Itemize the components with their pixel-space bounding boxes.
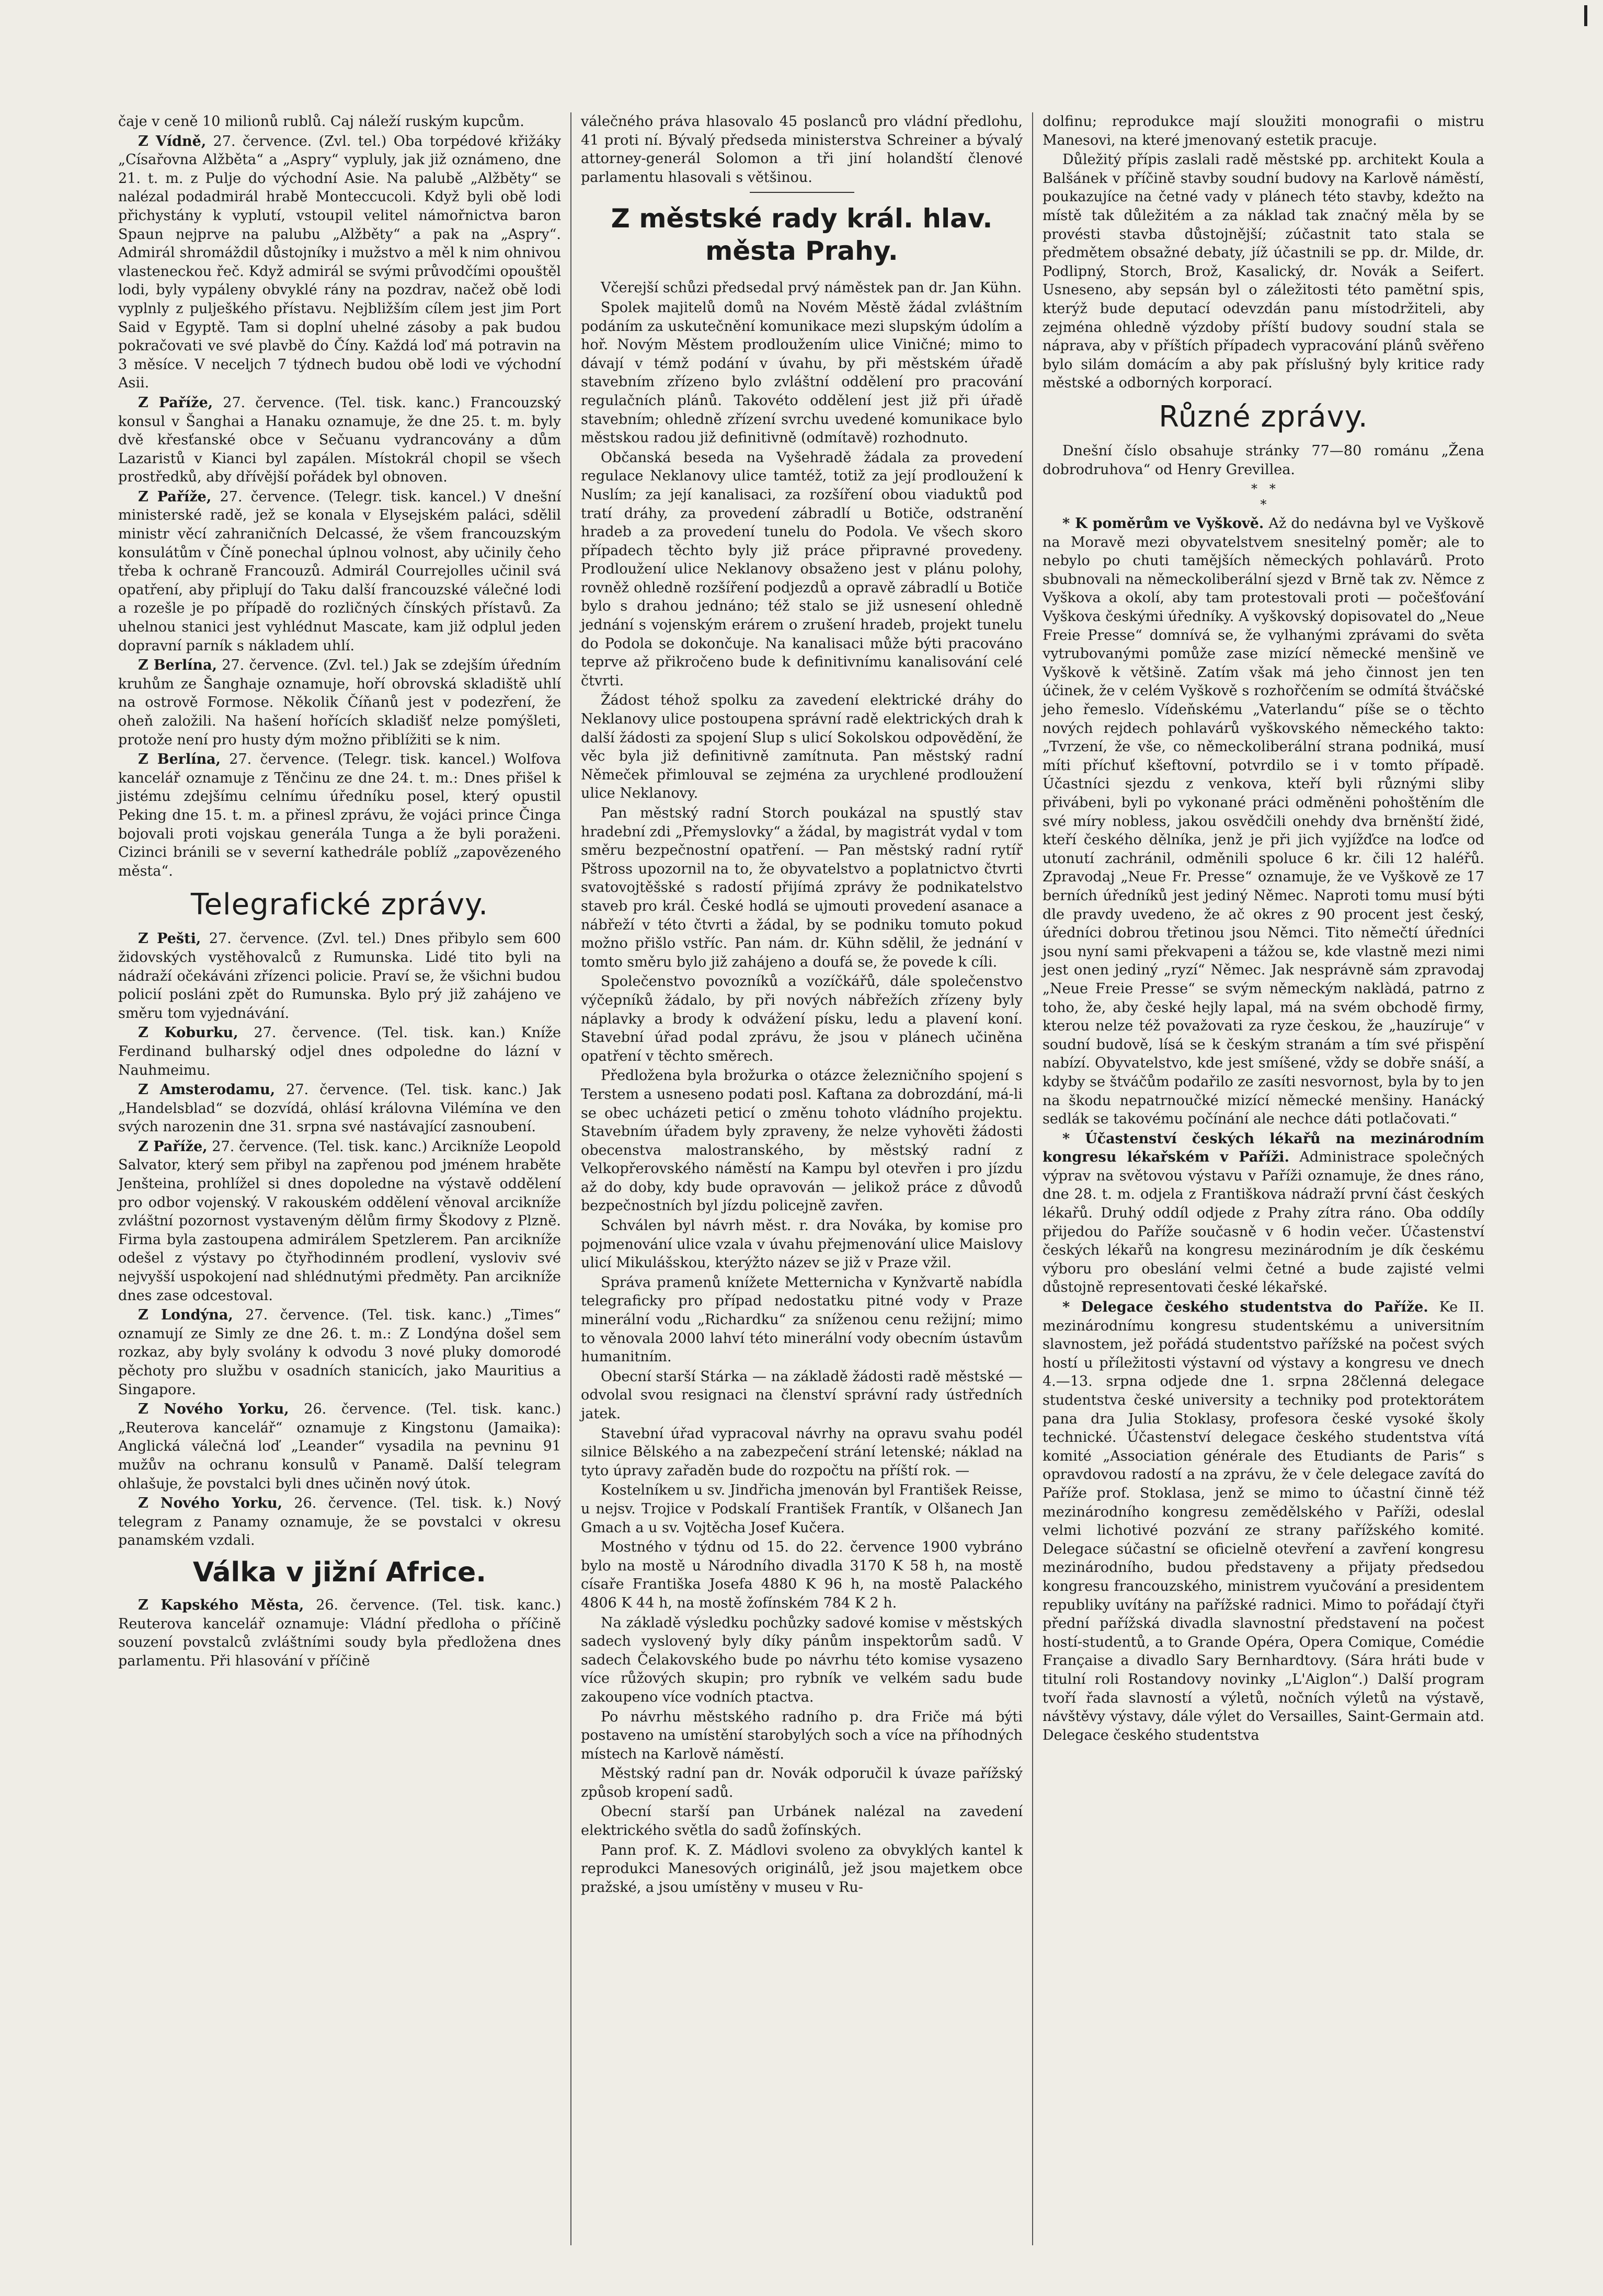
paragraph [118,929,561,1023]
paragraph-text: 27. července. (Telegr. tisk. kancel.) V dnešní ministerské radě, jež se konala v Elysejském paláci, sdělil ministr věcí zahraničních Delcassé, že všem francouzským konsulátům v Číně ponechal úplnou volnost, aby učinily čeho třeba k ochraně Francouzů. Admirál Courrejolles učinil svá opatření, aby připlují do Taku další francouzské válečné lodi a rozešle je po případě do rozličných čínských přístavů. Za uhelnou stanici jest vyhlédnut Mascate, kam již odplul jeden dopravní parník s nákladem uhlí. [118,488,562,654]
paragraph [118,1081,561,1136]
paragraph: Dnešní číslo obsahuje stránky 77—80 románu „Žena dobrodruhova“ od Henry Grevillea. [1043,442,1484,478]
dateline: Z Nového Yorku, [138,1401,289,1418]
paragraph: Společenstvo povozníků a vozíčkářů, dále společenstvo výčepníků žádalo, by při nových nábřežích zřízeny byly náplavky a brody k odvážení písku, ledu a plavení koní. Stavební úřad podal zprávu, že jsou v plánech učiněna opatření v těchto směrech. [581,973,1023,1064]
paragraph [1043,1298,1484,1744]
paragraph: Na základě výsledku pochůzky sadové komise v městských sadech vyslovený byly díky pánům inspektorům sadů. V sadech Čelakovského bude po návrhu této komise vysazeno více růžových skupin; pro rybník ve velkém sadu bude zakoupeno více vodních ptactva. [581,1614,1023,1705]
dateline: Z Berlína, [138,657,217,674]
dateline: * Delegace českého studentstva do Paříže. [1062,1299,1428,1316]
paragraph: Pan městský radní Storch poukázal na spustlý stav hradební zdi „Přemyslovky“ a žádal, by magistrát vydal v tom směru bezpečnostní opatření. — Pan městský radní rytíř Pštross upozornil na to, že obyvatelstvo a poplatnictvo čtvrti svatovojtěšské s radostí přijímá zprávy že podnikatelstvo staveb pro král. České hodlá se ujmouti provedení asanace a nábřeží v této čtvrti a žádal, by se podniku tomuto pokud možno přišlo vstříc. Pan nám. dr. Kühn sdělil, že jednání v tomto směru bylo již zahájeno a doufá se, že povede k cíli. [581,805,1023,970]
paragraph: Mostného v týdnu od 15. do 22. července 1900 vybráno bylo na mostě u Národního divadla 3170 K 58 h, na mostě císaře Františka Josefa 4880 K 96 h, na mostě Palackého 4806 K 44 h, na mostě žofínském 784 K 2 h. [581,1539,1023,1611]
paragraph-text: 27. července. (Tel. tisk. kanc.) Arcikníže Leopold Salvator, který sem přibyl na zapřenou pod jménem hraběte Jenšteina, prohlížel si dnes dopoledne na výstavě oddělení pro odbor vojenský. V rakouském oddělení věnoval arcikníže zvláštní pozornost vystaveným dělům firmy Škodovy z Plzně. Firma byla zastoupena admirálem Spetzlerem. Pan arcikníže odešel z výstavy po čtyřhodinném prodlení, vysloviv své nejvyšší uspokojení nad shlédnutými předměty. Pan arcikníže dnes zase odcestoval. [118,1138,561,1304]
paragraph [118,1138,561,1305]
newspaper-page [109,112,1494,2245]
paragraph [118,656,561,749]
paragraph-text: 27. července. (Tel. tisk. kanc.) Jak „Handelsblad“ se dozvídá, ohlásí královna Vilémína ve den svých narozenin dne 31. srpna své nastávající zasnoubení. [118,1082,561,1135]
paragraph: Pann prof. K. Z. Mádlovi svoleno za obvyklých kantel k reprodukci Manesových originálů, jež jsou majetkem obce pražské, a jsou umístěny v museu v Ru- [581,1842,1023,1896]
paragraph-text: 26. července. (Tel. tisk. kanc.) Reuterova kancelář oznamuje: Vládní předloha o příčině souzení povstalců zvláštními soudy byla předložena dnes parlamentu. Při hlasování v příčině [118,1597,561,1669]
paragraph [118,394,561,487]
column-2 [570,112,1032,2245]
paragraph-text: 27. července. (Tel. tisk. kan.) Kníže Ferdinand bulharský odjel dnes odpoledne do lázní v Nauhmeimu. [118,1025,561,1078]
paragraph: Obecní starší Stárka — na základě žádosti radě městské — odvolal svou resignaci na členství správní rady ústředních jatek. [581,1368,1023,1422]
section-heading-telegrams: Telegrafické zprávy. [190,888,489,922]
section-heading-misc-news: Různé zprávy. [1159,399,1368,434]
paragraph-text: Ke II. mezinárodnímu kongresu studentskému a universitním slavnostem, jež pořádá studentstvo pařížské na počest svých hostí u příležitosti výstavní od výstavy a kongresu ve dnech 4.—13. srpna odjede dne 1. srpna 28členná delegace studentstva české university a techniky pod protektorátem pana dra Julia Stoklasy, profesora české vysoké školy technické. Účastenství delegace českého studentstva vítá komité „Association générale des Etudiants de Paris“ s opravdovou radostí a na zprávu, že v čele delegace zavítá do Paříže prof. Stoklasa, jenž se mimo to účastní činně též mezinárodního kongresu zemědělského v Paříži, odeslal velmi lichotivé pozvání ze strany pařížského komité. Delegace súčastní se oficielně otevření a zavření kongresu mezinárodního, budou představeny a přijaty předsedou kongresu francouzského, ministrem vyučování a presidentem republiky uvítány na pařížské radnici. Mimo to pořádají čtyři přední pařížská divadla slavnostní představení na počest hostí-studentů, a to Grande Opéra, Opera Comique, Comédie Française a divadlo Sary Bernhardtovy. (Sára hráti bude v titulní roli Rostandovy novinky „L'Aiglon“.) Další program tvoří řada slavností a výletů, nočních výletů na výstavě, návštěvy výstavy, dále výlet do Versailles, Saint-Germain atd. Delegace českého studentstva [1043,1299,1484,1743]
section-heading-city-council: Z městské rady král. hlav. města Prahy. [611,203,993,267]
paragraph: čaje v ceně 10 milionů rublů. Caj náleží ruským kupcům. [118,113,524,130]
dateline: Z Pešti, [138,931,201,947]
paragraph [1043,514,1484,1129]
paragraph [118,488,561,655]
dateline: Z Paříže, [138,488,212,505]
paragraph [118,1494,561,1550]
asterism-divider: * * * [1251,481,1276,512]
dateline: Z Vídně, [138,133,207,150]
paragraph: Obecní starší pan Urbánek nalézal na zavedení elektrického světla do sadů žofínských. [581,1804,1023,1839]
dateline: Z Koburku, [138,1025,238,1041]
paragraph-text: Administrace společných výprav na světovou výstavu v Paříži oznamuje, že dnes ráno, dne 28. t. m. odjela z Františkova nádraží první část českých lékařů. Druhý oddíl odjede z Prahy zítra ráno. Oba oddíly přijedou do Paříže současně v 6 hodin večer. Účastenství českých lékařů na kongresu mezinárodním je dík českému výboru pro obeslání velmi četné a bude zajisté velmi důstojně representovati české lékařské. [1043,1149,1484,1296]
paragraph-text: Až do nedávna byl ve Vyškově na Moravě mezi obyvatelstvem snesitelný poměr; ale to nebylo po chuti tamějších německých pohlavárů. Proto sbubnovali na německoliberální sjezd v Brně tak zv. Němce z Vyškova a okolí, aby tam protestovali proti — počešťování Vyškova českými úředníky. A vyškovský dopisovatel do „Neue Freie Presse“ domnívá se, že vylhanými zprávami do světa vytrubovanými pomůže zase mizící německé menšině ve Vyškově k většině. Zatím však má jeho činnost jen ten účinek, že v celém Vyškově s rozhořčením se odmítá štváčské jeho řemeslo. Vídeňskému „Vaterlandu“ píše se o těchto nových rejdech pohlavárů vyškovského německého takto: „Tvrzení, že vše, co německoliberální strana podniká, musí míti příchuť kšeftovní, potvrdilo se i v tomto případě. Účastníci sjezdu z venkova, kteří byli různými sliby přivábeni, byli po vykonané práci odměněni pohoštěním dle své míry nobless, jakou osvědčili onehdy dva brněnští židé, kteří českého dělníka, jenž je při jich vyjížďce na loďce od utonutí zachránil, odměnili spoluce 6 kr. čili 12 haléřů. Zpravodaj „Neue Fr. Presse“ oznamuje, že ve Vyškově ze 17 berních úředníků jest jediný Němec. Naproti tomu musí býti dle pravdy uvedeno, že ač okres z 90 procent jest český, úředníci dobrou třetinou jsou Němci. Tito němečtí úředníci jsou nyní sami překvapeni a tážou se, kde vlastně mezi nimi jest onen jediný „ryzí“ Němec. Jak nesprávně sám zpravodaj „Neue Freie Presse“ se svým německým naklàdá, patrno z toho, že, aby české hejly lapal, má na svém obchodě firmy, kterou nelze též považovati za ryze českou, že „hauzíruje“ v soudní budově, lísá se k českým stranám a tím své přispění nabízí. Obyvatelstvo, kde jest smíšené, vždy se dobře snáší, a kdyby se štváčům podařilo ze zasíti nesvornost, byla by to jen na škodu nepatrnoučké mizící německé menšiny. Hanácký sedlák se takovému počínání ale nechce dáti potlačovati.“ [1043,515,1484,1128]
dateline: Z Amsterodamu, [138,1082,276,1098]
paragraph: Stavební úřad vypracoval návrhy na opravu svahu podél silnice Bělského a na zabezpečení strání letenské; náklad na tyto úpravy zařaděn bude do rozpočtu na příští rok. — [581,1425,1023,1479]
dateline: * K poměrům ve Vyškově. [1062,515,1264,532]
column-3 [1032,112,1494,2245]
paragraph: Žádost téhož spolku za zavedení elektrické dráhy do Neklanovy ulice postoupena správní radě elektrických drah k další žádosti za spojení Slup s ulicí Sokolskou odpovědění, že věc byla již definitivně zamítnuta. Pan městský radní Němeček přimlouval se zejména za urychlené prodloužení ulice Neklanovy. [581,692,1023,802]
paragraph-text: 27. července. (Zvl. tel.) Dnes přibylo sem 600 židovských vystěhovalců z Rumunska. Lidé tito byli na nádraží očekáváni zřízenci policie. Praví se, že všichni budou policií posláni zpět do Rumunska. Bylo prý již zahájeno ve směru tom vyjednávání. [118,931,561,1021]
paragraph: dolfinu; reprodukce mají sloužiti monografii o mistru Manesovi, na které jmenovaný estetik pracuje. [1043,113,1484,148]
paragraph [118,1024,561,1080]
paragraph: Po návrhu městského radního p. dra Friče má býti postaveno na umístění starobylých soch a více na příhodných místech na Karlově náměstí. [581,1708,1023,1762]
dateline: Z Londýna, [138,1307,233,1324]
paragraph: Schválen byl návrh měst. r. dra Nováka, by komise pro pojmenování ulice vzala v úvahu přejmenování ulice Maislovy ulicí Mikulášskou, kterýžto název se již v Praze vžil. [581,1218,1023,1271]
paragraph-text: 27. července. (Tel. tisk. kanc.) Francouzský konsul v Šanghai a Hanaku oznamuje, že dne 25. t. m. byly dvě křesťanské obce v Sečuanu vydrancovány a dům Lazaristů v Kianci byl zapálen. Místokrál chopil se všech prostředků, aby dřívější pořádek byl obnoven. [118,394,561,486]
paragraph-text: 26. července. (Tel. tisk. k.) Nový telegram z Panamy oznamuje, že se povstalci v okresu panamském vzdali. [118,1495,561,1549]
paragraph: Včerejší schůzi předsedal prvý náměstek pan dr. Jan Kühn. [601,280,1022,296]
paragraph [118,1400,561,1493]
dateline: Z Kapského Města, [138,1597,304,1613]
dateline: Z Berlína, [138,751,221,768]
dateline: Z Paříže, [138,394,213,411]
dateline: Z Paříže, [138,1138,208,1155]
dateline: * Účastenství českých lékařů na mezinárodním kongresu lékařském v Paříži. [1043,1130,1484,1166]
paragraph: Předložena byla brožurka o otázce železničního spojení s Terstem a usneseno podati posl. Kaftana za dobrozdání, má-li se obec ucházeti peticí o změnu tohoto vládního projektu. Stavebním úřadem byly zpraveny, že nelze vyhověti žádosti obecenstva malostranského, by městský radní z Velkopřerovského náměstí na Kampu byl otevřen i pro jízdu až do doby, kdy bude opravován — jelikož práce z důvodů bezpečnostních byl jízdu policejně zavřen. [581,1067,1023,1214]
paragraph: Městský radní pan dr. Novák odporučil k úvaze pařížský způsob kropení sadů. [581,1765,1023,1800]
page-edge-mark [1584,5,1587,26]
paragraph: Občanská beseda na Vyšehradě žádala za provedení regulace Neklanovy ulice tamtéž, totiž za její prodloužení k Nuslím; za její kanalisaci, za rozšíření obou viaduktů pod tratí dráhy, za provedení zábradlí u Botiče, odstranění hradeb a za provedení tunelu do Podola. Ve všech skoro případech těchto byly již práce připravné provedeny. Prodloužení ulice Neklanovy obsaženo jest v plánu polohy, rovněž ohledně rozšíření podjezdů a opravě zábradlí u Botiče bylo s drahou jednáno; též stalo se již usnesení ohledně jednání s vojenským erárem o zrušení hradeb, projekt tunelu do Podola se dokončuje. Na kanalisaci může býti pracováno teprve až přikročeno bude k definitivnímu kanalisování celé čtvrti. [581,449,1023,689]
paragraph: Kostelníkem u sv. Jindřicha jmenován byl František Reisse, u nejsv. Trojice v Podskalí František Frantík, v Olšanech Jan Gmach a u sv. Vojtěcha Josef Kučera. [581,1482,1023,1536]
dateline: Z Nového Yorku, [138,1495,283,1512]
separator-rule [750,192,854,193]
paragraph-text: 26. července. (Tel. tisk. kanc.) „Reuterova kancelář“ oznamuje z Kingstonu (Jamaika): Anglická válečná loď „Leander“ vysadila na pevninu 91 mužův na ochranu konsulů v Panamě. Další telegram ohlašuje, že povstalci byli dnes učiněn nový útok. [118,1401,561,1492]
paragraph: válečného práva hlasovalo 45 poslanců pro vládní předlohu, 41 proti ní. Bývalý předseda ministerstva Schreiner a bývalý attorney-generál Solomon a tři jiní holandští členové parlamentu hlasovali s většinou. [581,113,1023,186]
paragraph-text: 27. července. (Zvl. tel.) Jak se zdejším úředním kruhům ze Šanghaje oznamuje, hoří obrovská skladiště uhlí na ostrově Formose. Několik Číňanů jest v podezření, že oheň založili. Na hašení hořících skladišť nelze pomýšleti, protože není pro husty dým možno přiblížiti se k nim. [118,657,562,748]
paragraph-text: 27. července. (Tel. tisk. kanc.) „Times“ oznamují ze Simly ze dne 26. t. m.: Z Londýna došel sem rozkaz, aby byly svolány k odvodu 3 nové pluky domorodé pěchoty pro službu v osadních stanicích, jako Mauritius a Singapore. [118,1307,562,1398]
paragraph-text: 27. července. (Zvl. tel.) Oba torpédové křižáky „Císařovna Alžběta“ a „Aspry“ vypluly, jak již oznámeno, dne 21. t. m. z Pulje do východní Asie. Na palubě „Alžběty“ se nalézal podadmirál hrabě Monteccucoli. Když byli obě lodi přichystány k vyplutí, vstoupil velitel námořnictva baron Spaun nejprve na palubu „Alžběty“ a pak na „Aspry“. Admirál shromáždil důstojníky i mužstvo a měl k nim ohnivou vlasteneckou řeč. Když admirál se svými průvodčími opouštěl lodi, byly vypáleny obvyklé rány na pozdrav, načež obě lodi vyplnly z pulješkého přístavu. Nejbližším cílem jest jim Port Said v Egyptě. Tam si doplní uhelné zásoby a pak budou pokračovati ve své plavbě do Číny. Každá loď má potravin na 3 měsíce. V neceljch 7 týdnech budou obě lodi ve východní Asii. [118,133,561,392]
paragraph [1043,1130,1484,1297]
paragraph [118,750,561,880]
paragraph-text: 27. července. (Telegr. tisk. kancel.) Wolfova kancelář oznamuje z Těnčinu ze dne 24. t. m.: Dnes přišel k jistému zdejšímu celnímu úředníku posel, který opustil Peking dne 15. t. m. a přinesl zprávu, že vojáci prince Činga bojovali proti vojskau generála Tunga a že byli poraženi. Cizinci bránili se v severní kathedrále poblíž „zapovězeného města“. [118,751,562,879]
section-heading-africa: Válka v jižní Africe. [192,1556,487,1588]
paragraph [118,1596,561,1670]
paragraph: Správa pramenů knížete Metternicha v Kynžvartě nabídla telegraficky pro případ nedostatku pitné vody v Praze minerální vodu „Richardku“ za sníženou cenu režijní; mimo to věnovala 2000 lahví této minerální vody obecním ústavům humanitním. [581,1274,1023,1365]
paragraph [118,132,561,393]
paragraph [118,1306,561,1399]
paragraph: Důležitý přípis zaslali radě městské pp. architekt Koula a Balšánek v příčině stavby soudní budovy na Karlově náměstí, poukazujíce na četné vady v plánech této stavby, kdežto na místě tak důležitém a za náklad tak značný měla by se provésti stavba důstojnější; zúčastnit tato stala se předmětem obsažné debaty, jíž účastnili se pp. dr. Milde, dr. Podlipný, Storch, Brož, Kasalický, dr. Novák a Seifert. Usneseno, aby sepsán byl o záležitosti této pamětní spis, kterýž bude deputací odevzdán panu místodržiteli, aby zejména ohledně výzdoby příští budovy soudní stala se náprava, aby v příštích případech vypracování plánů svěřeno bylo silám domácím a aby pak příslušný byly kritice rady městské a odborných korporací. [1043,152,1484,392]
paragraph: Spolek majitelů domů na Novém Městě žádal zvláštním podáním za uskutečnění komunikace mezi slupským údolím a hoř. Novým Městem prodloužením ulice Viničné; mimo to dávají v témž podání v úvahu, by při městském úřadě stavebním zřízeno bylo zvláštní oddělení pro pracování regulačních plánů. Takovéto oddělení jest již při úřadě stavebním; ohledně zřízení svrchu uvedené komunikace bylo městskou radou již definitivně (odmítavě) rozhodnuto. [581,299,1023,446]
column-1 [109,112,570,2245]
